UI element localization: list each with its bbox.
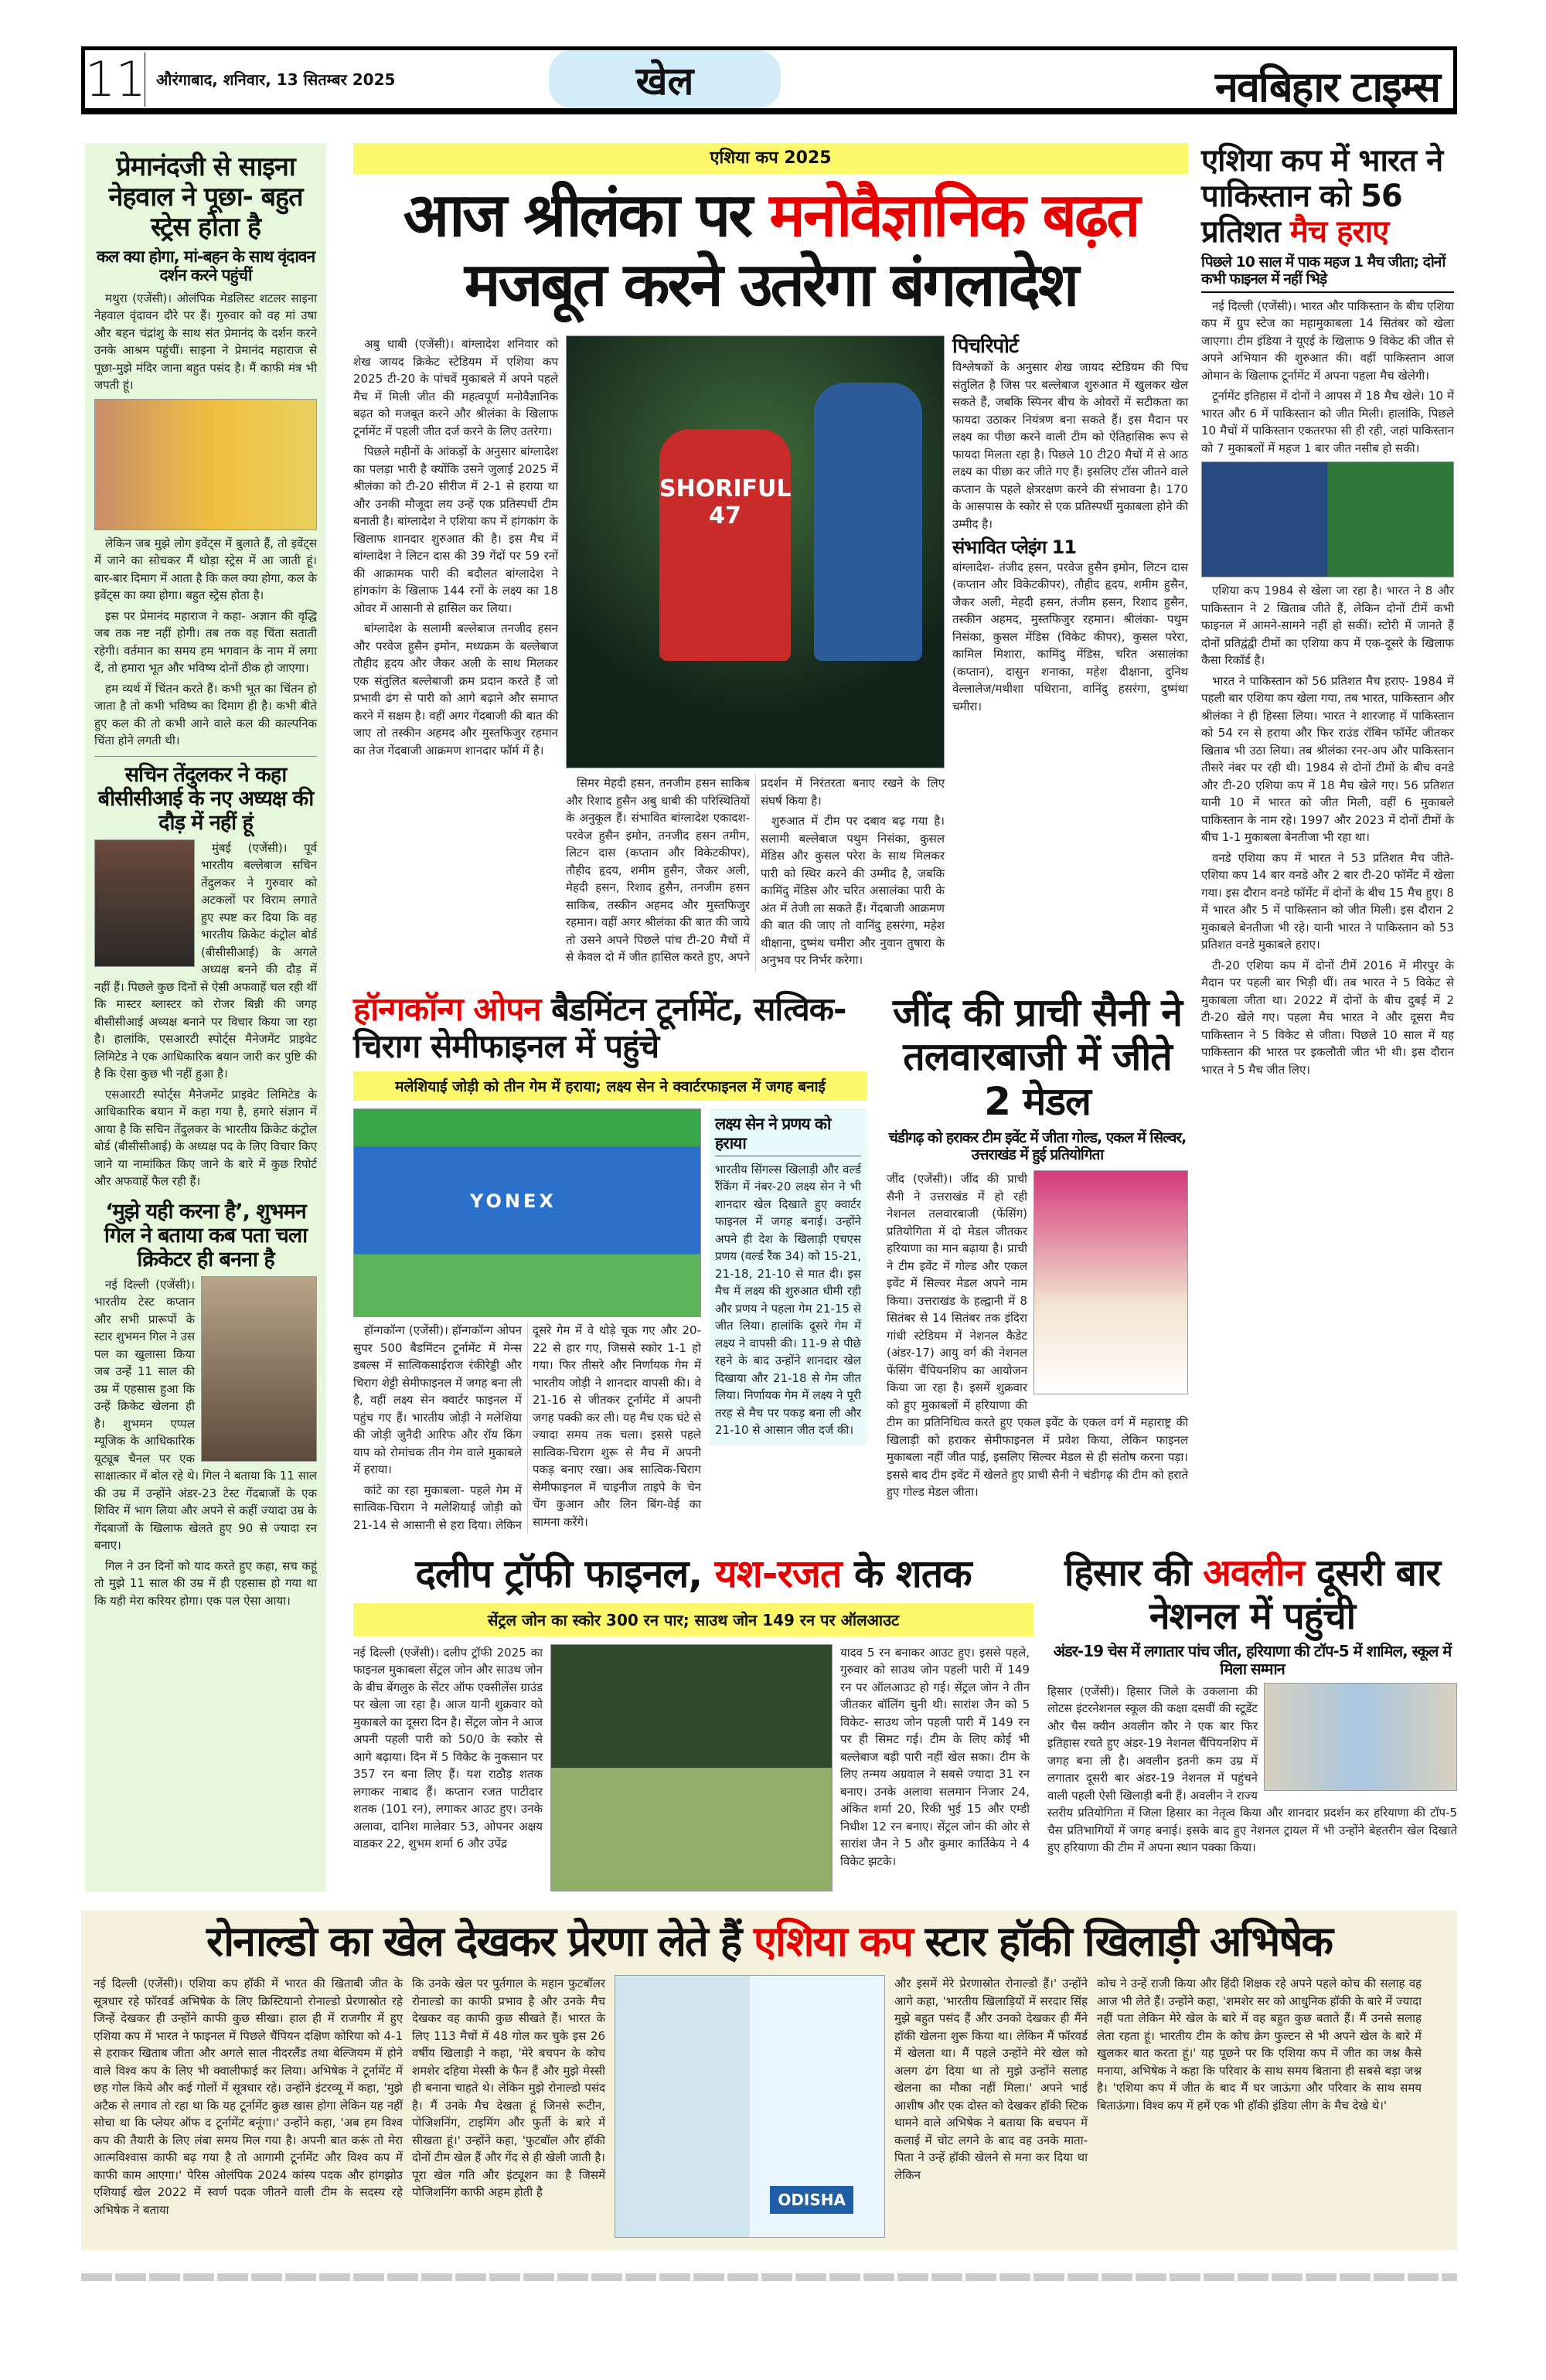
paragraph: शुरुआत में टीम पर दबाव बढ़ गया है। सलामी बल्लेबाज पथुम निसंका, कुसल मेंडिस और कुसल परेरा के साथ मिलकर पारी को स्थिर करने की उम्मीद है, जबकि कामिंदु मेंडिस और चरित असालंका पारी के अंत में तेजी ला सकते हैं। गेंदबाजी आक्रमण की बात की जाए तो वानिंदु हसरंगा, महेश थीक्षाना, दुष्मंथ चमीरा और नुवान तुषारा के अनुभव पर निर्भर करेगा। [761,814,945,968]
paragraph: कांटे का रहा मुकाबला- पहले गेम में सात्विक-चिराग ने मलेशियाई जोड़ी को 21-14 से आसानी से हरा दिया। लेकिन दूसरे गेम में वे थोड़े चूक गए और 20-22 से हार गए, जिससे स्कोर 1-1 हो गया। फिर तीसरे और निर्णायक गेम में भारतीय जोड़ी ने शानदार वापसी की। वे 21-16 से जीतकर टूर्नामेंट में अपनी जगह पक्की कर ली। यह मैच एक घंटे से ज्यादा समय तक चला। इससे पहले सात्विक-चिराग शुरू से मैच में अपनी पकड़ बनाए रखा। अब सात्विक-चिराग सेमीफाइनल में चाइनीज ताइपे के चेन चेंग कुआन और लिन बिंग-वेई का सामना करेंगे। [353,1323,701,1532]
pitch-report-title: पिचरिपोर्ट [952,335,1018,359]
paragraph: इस पर प्रेमानंद महाराज ने कहा- अज्ञान की वृद्धि जब तक नष्ट नहीं होगी। तब तक वह चिंता सताती रहेगी। वर्तमान का समय हम भगवान के नाम में लगा दें, तो हमारा भूत और भविष्य दोनों ठीक हो जाएगा। [94,608,317,676]
asia-headline [353,182,1188,320]
paragraph: अबु धाबी (एजेंसी)। बांग्लादेश शनिवार को शेख जायद क्रिकेट स्टेडियम में एशिया कप 2025 टी-20 के पांचवें मुकाबले में अपने पहले मैच में मिली जीत की महत्वपूर्ण मनोवैज्ञानिक बढ़त को मजबूत करने और श्रीलंका के खिलाफ टूर्नामेंट में पहली जीत दर्ज करने के लिए उतरेगा। [353,337,558,438]
sachin-photo [94,839,195,967]
badminton-story [353,991,867,1534]
duleep-body-left: नई दिल्ली (एजेंसी)। दलीप ट्रॉफी 2025 का फाइनल मुकाबला सेंट्रल जोन और साउथ जोन के बीच बेंगलुरु के सेंटर ऑफ एक्सीलेंस ग्राउंड पर खेला जा रहा है। आज यानी शुक्रवार को मुकाबले का दूसरा दिन है। सेंट्रल जोन ने आज अपनी पहली पारी को 50/0 के स्कोर से आगे बढ़ाया। दिन में 5 विकेट के नुकसान पर 357 रन बना लिए हैं। यश राठौड़ शतक लगाकर नाबाद हैं। कप्तान रजत पाटीदार शतक (101 रन), लगाकर आउट हुए। उनके अलावा, दानिश मालेवार 53, ओपनर अक्षय वाडकर 22, शुभम शर्मा 6 और उपेंद्र [353,1645,543,1851]
jersey-text: ODISHA [770,2186,853,2214]
paragraph: नई दिल्ली (एजेंसी)। भारतीय टेस्ट कप्तान और सभी प्रारूपों के स्टार शुभमन गिल ने उस पल का खुलासा किया जब उन्हें 11 साल की उम्र में एहसास हुआ कि उन्हें क्रिकेट खेलना ही है। शुभमन एप्पल म्यूजिक के आधिकारिक यूट्यूब चैनल पर एक साक्षात्कार में बोल रहे थे। गिल ने बताया कि 11 साल की उम्र में उन्होंने अंडर-23 टेस्ट गेंदबाजों के एक शिविर में भाग लिया और अपने से कहीं ज्यादा उम्र के गेंदबाजों के खिलाफ खेलते हुए 90 से ज्यादा रन बनाए। [94,1277,317,1553]
paragraph: वनडे एशिया कप में भारत ने 53 प्रतिशत मैच जीते- एशिया कप 14 बार वनडे और 2 बार टी-20 फॉर्मेट में खेला गया। इस दौरान वनडे फॉर्मेट में दोनों के बीच 15 मैच हुए। 8 में भारत और 5 में पाकिस्तान को जीत मिली। इस दौरान 2 मुकाबले बेनतीजा भी रहे। यानी भारत ने पाकिस्तान को 53 प्रतिशत वनडे मुकाबले हराए। [1201,850,1454,952]
hockey-headline [94,1918,1445,1966]
paragraph: हॉन्गकॉन्ग (एजेंसी)। हॉन्गकॉन्ग ओपन सुपर 500 बैडमिंटन टूर्नामेंट में मेन्स डबल्स में सात्विकसाईराज रंकीरेड्डी और चिराग शेट्टी सेमीफाइनल में जगह बना ली है, वहीं लक्ष्य सेन क्वार्टर फाइनल में पहुंच गए हैं। भारतीय जोड़ी ने मलेशिया की जोड़ी जुनैदी आरिफ और रॉय किंग याप को रोमांचक तीन गेम वाले मुकाबले में हराया। [353,1323,522,1477]
gill-headline: ‘मुझे यही करना है’, शुभमन गिल ने बताया कब पता चला क्रिकेटर ही बनना है [104,1199,308,1272]
players-photo [1201,461,1454,577]
asia-caption-columns [566,775,945,972]
pitch-report-body: विश्लेषकों के अनुसार शेख जायद स्टेडियम की पिच संतुलित है जिस पर बल्लेबाज शुरुआत में खुलकर खेल सकते हैं, जबकि स्पिनर बीच के ओवरों में सटीकता का फायदा उठाकर नियंत्रण बना सकते हैं। इस मैदान पर लक्ष्य का पीछा करने वाली टीम को ऐतिहासिक रूप से फायदा मिलता रहा है। पिछले 10 टी20 मैचों में से आठ लक्ष्य का पीछा कर जीते गए हैं। इसलिए टॉस जीतने वाले कप्तान के पहले क्षेत्ररक्षण करने की संभावना है। 170 के आसपास के स्कोर से एक प्रतिस्पर्धी मुकाबला होने की उम्मीद है। [952,360,1188,531]
headline-part: एशिया कप में भारत ने पाकिस्तान को 56 प्रतिशत [1201,143,1443,250]
headline-part: हिसार की [1064,1551,1204,1595]
satwik-chirag-photo [353,1108,701,1317]
hisar-story [1047,1552,1457,1856]
badminton-subhead: मलेशियाई जोड़ी को तीन गेम में हराया; लक्ष्य सेन ने क्वार्टरफाइनल में जगह बनाई [353,1071,867,1101]
paragraph: हम व्यर्थ में चिंतन करते हैं। कभी भूत का चिंतन हो जाता है तो कभी भविष्य का दिमाग ही है। कभी बीते हुए कल की तो कभी आने वाले कल की काल्पनिक चिंता होने लगती थी। [94,681,317,748]
headline-part: दलीप ट्रॉफी फाइनल, [415,1551,715,1597]
asia-kicker: एशिया कप 2025 [353,143,1188,174]
fencing-headline: जींद की प्राची सैनी ने तलवारबाजी में जीते 2 मेडल [893,989,1182,1124]
abhishek-photo [615,1975,885,2238]
paragraph: मथुरा (एजेंसी)। ओलंपिक मेडलिस्ट शटलर साइना नेहवाल वृंदावन दौरे पर हैं। गुरुवार को वह मां उषा और बहन चंद्रांशु के साथ संत प्रेमानंद के दर्शन करने उनके आश्रम पहुंचीं। साइना ने प्रेमानंद महाराज से पूछा-मुझे मंदिर जाना बहुत पसंद है। मैं काफी मंत्र भी जपती हूं। [94,291,317,393]
asia-cup-story [353,143,1188,972]
headline-red-part: यश-रजत [714,1551,842,1597]
headline-part: मजबूत करने उतरेगा बंगलादेश [464,250,1078,320]
hockey-body-col1: नई दिल्ली (एजेंसी)। एशिया कप हॉकी में भारत की खिताबी जीत के सूत्रधार रहे फॉरवर्ड अभिषेक के लिए क्रिस्टियानो रोनाल्डो प्रेरणास्रोत रहे जिन्हें देखकर ही उन्होंने काफी कुछ सीखा। हाल ही में राजगीर में हुए एशिया कप में भारत ने फाइनल में पिछले चैंपियन दक्षिण कोरिया को 4-1 से हराकर खिताब जीता और अगले साल नीदरलैंड तथा बेल्जियम में होने वाले विश्व कप के लिए भी क्वालीफाई कर लिया। अभिषेक ने टूर्नामेंट में छह गोल किये और कई गोलों में सूत्रधार रहे। उन्होंने इंटरव्यू में कहा, 'मुझे अटैक से लगाव तो रहा था कि यह टूर्नामेंट कुछ खास होगा लेकिन यह नहीं सोचा था कि प्लेयर ऑफ द टूर्नामेंट बनूंगा।' उन्होंने कहा, 'अब हम विश्व कप की तैयारी के लिए लंबा समय मिल गया है। अपनी बात करूं तो मेरा आत्मविश्वास काफी बढ़ गया है तो आगामी टूर्नामेंट और विश्व कप में काफी काम आएगा।' पेरिस ओलंपिक 2024 कांस्य पदक और हांगझोउ एशियाई खेल 2022 में स्वर्ण पदक जीतने वाली टीम के सदस्य रहे अभिषेक ने बताया [94,1977,403,2217]
lakshya-title: लक्ष्य सेन ने प्रणय को हराया [715,1115,861,1156]
lakshya-body: भारतीय सिंगल्स खिलाड़ी और वर्ल्ड रैंकिंग में नंबर-20 लक्ष्य सेन ने भी शानदार खेल दिखाते हुए क्वार्टर फाइनल में जगह बनाई। उन्होंने अपने ही देश के खिलाड़ी एचएस प्रणय (वर्ल्ड रैंक 34) को 15-21, 21-18, 21-10 से मात दी। इस मैच में लक्ष्य की शुरुआत धीमी रही और प्रणय ने पहला गेम 21-15 से जीत लिया। हालांकि दूसरे गेम में लक्ष्य ने वापसी की। 11-9 से पीछे रहने के बाद उन्होंने शानदार खेल दिखाया और 21-18 से गेम जीत लिया। निर्णायक गेम में लक्ष्य ने पूरी तरह से मैच पर पकड़ बना ली और 21-10 से आसान जीत दर्ज की। [715,1162,861,1438]
hisar-body [1047,1683,1457,1857]
hockey-body-col4: कोच ने उन्हें राजी किया और हिंदी शिक्षक रहे अपने पहले कोच की सलाह वह आज भी लेते हैं। उन्होंने कहा, 'शमशेर सर को आधुनिक हॉकी के बारे में ज्यादा नहीं पता लेकिन मेरे खेल के बारे में वह बहुत कुछ बताते हैं। मैं उनसे सलाह लेता रहता हूं। भारतीय टीम के कोच क्रेग फुल्टन से भी अपने खेल के बारे में खुलकर बात करता हूं।' यह पूछने पर कि एशिया कप में जीत का जश्न कैसे मनाया, अभिषेक ने कहा कि परिवार के साथ समय बिताना ही सबसे बड़ा जश्न है। 'एशिया कप में जीत के बाद मैं घर जाऊंगा और परिवार के साथ समय बिताऊंगा। विश्व कप में हमें एक भी हॉकी इंडिया लीग के मैच देखे थे।' [1097,1977,1422,2113]
headline-red-part: मनोवैज्ञानिक बढ़त [769,181,1139,250]
paragraph: जींद (एजेंसी)। जींद की प्राची सैनी ने उत्तराखंड में हो रही नेशनल तलवारबाजी (फेंसिंग) प्रतियोगिता में दो मेडल जीतकर हरियाणा का मान बढ़ाया है। प्राची ने टीम इवेंट में गोल्ड और एकल इवेंट में सिल्वर मेडल अपने नाम किया। उत्तराखंड के हल्द्वानी में 8 सितंबर से 14 सितंबर तक इंदिरा गांधी स्टेडियम में नेशनल कैडेट (अंडर-17) आयु वर्ग की नेशनल फेंसिंग चैंपियनशिप का आयोजन किया जा रहा है। इसमें शुक्रवार को हुए मुकाबलों में हरियाणा की टीम का प्रतिनिधित्व करते हुए एकल इवेंट के एकल वर्ग में महाराष्ट्र की खिलाड़ी को हराकर सेमीफाइनल में प्रवेश किया, लेकिन फाइनल मुकाबला नहीं जीत पाई, इसलिए सिल्वर मेडल से ही संतोष करना पड़ा। इससे बाद टीम इवेंट में खेलते हुए प्राची सैनी ने चंडीगढ़ की टीम को हराते हुए गोल्ड मेडल जीता। [887,1172,1188,1500]
headline-red-part: मैच हराए [1289,214,1389,250]
page-number: 11 [85,50,146,107]
paragraph: एशिया कप 1984 से खेला जा रहा है। भारत ने 8 और पाकिस्तान ने 2 खिताब जीते हैं, लेकिन दोनों टीमें कभी फाइनल में आमने-सामने नहीं हो सकीं। स्टोरी में जानते हैं दोनों प्रतिद्वंद्वी टीमों का एशिया कप में एक-दूसरे के खिलाफ कैसा रिकॉर्ड है। [1201,584,1454,668]
duleep-body-right: यादव 5 रन बनाकर आउट हुए। इससे पहले, गुरुवार को साउथ जोन पहली पारी में 149 रन पर ऑलआउट हो गई। सेंट्रल जोन ने तीन जीतकर बॉलिंग चुनी थी। सारांश जैन को 5 विकेट- साउथ जोन पहली पारी में 149 रन पर ही सिमट गई। टीम के लिए कोई भी बल्लेबाज बड़ी पारी नहीं खेल सका। टीम के लिए तन्मय अग्रवाल ने सबसे ज्यादा 31 रन बनाए। उनके अलावा सलमान निजार 24, अंकित शर्मा 20, रिकी भुई 15 और एम्डी निधीश 12 रन बनाए। सेंट्रल जोन की ओर से सारांश जैन ने 5 और कुमार कार्तिकेय ने 4 विकेट झटके। [840,1645,1030,1868]
hockey-body-col2: कि उनके खेल पर पुर्तगाल के महान फुटबॉलर रोनाल्डो का काफी प्रभाव है और उनके मैच देखकर वह काफी कुछ सीखते हैं। भारत के लिए 113 मैचों में 48 गोल कर चुके इस 26 वर्षीय खिलाड़ी ने कहा, 'मेरे बचपन के कोच शमशेर दहिया मेस्सी के फैन हैं और मुझे मेस्सी ही बनाना चाहते थे। लेकिन मुझे रोनाल्डो पसंद है। मैं उनके मैच देखता हूं जिनसे रूटीन, पोजिशनिंग, टाइमिंग और फुर्ती के बारे में सीखता हूं।' उन्होंने कहा, 'फुटबॉल और हॉकी दोनों टीम खेल हैं और गेंद से ही खेली जाती है। पूरा खेल गति और इंट्यूशन का है जिसमें पोजिशनिंग काफी अहम होती है [412,1977,605,2200]
duleep-story [353,1552,1034,1891]
headline-red-part: अवलीन [1203,1551,1305,1595]
playing-xi-body: बांग्लादेश- तंजीद हसन, परवेज हुसैन इमोन, लिटन दास (कप्तान और विकेटकीपर), तौहीद हृदय, शमीम हुसैन, जैकर अली, मेहदी हसन, तंजीम हसन, रिशाद हुसैन, तस्कीन अहमद, मुस्तफिजुर रहमान। श्रीलंका- पथुम निसंका, कुसल मेंडिस (विकेट कीपर), कुसल परेरा, कामिल मिशारा, कामिंदु मेंडिस, चरित असालंका (कप्तान), दासुन शनाका, महेश दीक्षाना, दुनिथ वेल्लालेज/मथीशा पथिराना, वानिंदु हसरंगा, दुष्मंथा चमीरा। [952,560,1188,713]
sachin-body [94,839,317,1193]
headline-part: के शतक [841,1551,972,1597]
headline-red-part: एशिया कप [754,1916,912,1966]
badminton-headline [353,991,867,1066]
avleen-felicitation-photo [1264,1683,1457,1791]
playing-xi-title: संभावित प्लेइंग 11 [952,536,1077,559]
paragraph: टी-20 एशिया कप में दोनों टीमें 2016 में मीरपुर के मैदान पर पहली बार भिड़ी थीं। तब भारत ने 5 विकेट से मुकाबला जीता था। 2022 में दोनों के बीच दुबई में 2 टी-20 खेले गए। पहला मैच भारत ने और दूसरा मैच पाकिस्तान ने 5 विकेट से जीता। पिछले 10 साल में यह पाकिस्तान की भारत पर इकलौती जीत भी थी। इस दौरान भारत ने 5 मैच जीत लिए। [1201,958,1454,1077]
india-pak-headline [1201,143,1454,250]
page-body [81,0,1457,2281]
saina-photo [94,399,317,530]
paragraph: एसआरटी स्पोर्ट्स मैनेजमेंट प्राइवेट लिमिटेड के आधिकारिक बयान में कहा गया है, हमारे संज्ञान में आया है कि सचिन तेंदुलकर के भारतीय क्रिकेट कंट्रोल बोर्ड (बीसीसीआई) के अध्यक्ष पद के लिए विचार किए जाने या नामांकित किए जाने के बारे में कुछ रिपोर्ट और अफवाहें फैल रही हैं। [94,1087,317,1189]
left-column [85,143,326,1891]
paragraph: लेकिन जब मुझे लोग इवेंट्स में बुलाते हैं, तो इवेंट्स में जाने का सोचकर मैं थोड़ा स्ट्रेस में आ जाती हूं। बार-बार दिमाग में आता है कि कल क्या होगा, कल के इवेंट्स का क्या होगा। बहुत स्ट्रेस होता है। [94,536,317,603]
hockey-story [81,1910,1457,2250]
paragraph: बांग्लादेश के सलामी बल्लेबाज तनजीद हसन और परवेज हुसैन इमोन, मध्यक्रम के बल्लेबाज तौहीद हृदय और जैकर अली के साथ मिलकर एक संतुलित बल्लेबाजी क्रम प्रदान करते हैं जो प्रभावी ढंग से पारी को आगे बढ़ाने और समाप्त करने में सक्षम है। वहीं अगर गेंदबाजी की बात की जाए तो तस्कीन अहमद और मुस्तफिजुर रहमान का तेज गेंदबाजी आक्रमण शानदार फॉर्म में है। [353,621,558,758]
headline-red-part: हॉन्गकॉन्ग ओपन [353,989,541,1028]
asia-body-col1 [353,335,558,762]
india-pak-body [1201,298,1454,1079]
fencing-story [887,991,1188,1501]
section-title: खेल [549,50,781,108]
paragraph: हिसार (एजेंसी)। हिसार जिले के उकलाना की लोटस इंटरनेशनल स्कूल की कक्षा दसवीं की स्टूडेंट और चैस क्वीन अवलीन कौर ने एक बार फिर इतिहास रचते हुए अंडर-19 नेशनल चैंपियनशिप में जगह बना ली है। अवलीन इतनी कम उम्र में लगातार दूसरी बार अंडर-19 नेशनल में पहुंचने वाली पहली ऐसी खिलाड़ी बनी हैं। अवलीन ने राज्य स्तरीय प्रतियोगिता में जिला हिसार का नेतृत्व किया और शानदार प्रदर्शन कर हरियाणा की टॉप-5 चैस प्रतिभागियों में जगह बनाई। इसके बाद हुए नेशनल ट्रायल में भी उन्होंने बेहतरीन खेल दिखाते हुए हरियाणा की टीम में अपना स्थान पक्का किया। [1047,1684,1457,1855]
sachin-headline: सचिन तेंदुलकर ने कहा बीसीसीआई के नए अध्यक्ष की दौड़ में नहीं हूं [97,762,314,835]
center-right-area [353,143,1457,1891]
prachi-saini-photo [1034,1170,1188,1394]
headline-part: रोनाल्डो का खेल देखकर प्रेरणा लेते हैं [206,1916,754,1966]
headline-part: बैडमिंटन टूर्नामेंट, सत्विक-चिराग सेमीफाइनल में पहुंचे [353,989,846,1066]
hockey-body-col3: और इसमें मेरे प्रेरणास्रोत रोनाल्डो हैं।' उन्होंने आगे कहा, 'भारतीय खिलाड़ियों में सरदार सिंह मुझे बहुत पसंद हैं और उनको देखकर ही मैंने हॉकी खेलना शुरू किया था। लेकिन मैं फॉरवर्ड में खेलता था। मैं पहले उन्होंने मेरे खेल को अलग ढंग दिया था तो मुझे उन्होंने सलाह खेलना का मौका नहीं मिला।' अपने भाई आशीष और एक दोस्त को देखकर हॉकी स्टिक थामने वाले अभिषेक ने बताया कि बचपन में कलाई में चोट लगने के बाद वह उनके माता-पिता ने उन्हें हॉकी खेलने से मना कर दिया था लेकिन [894,1977,1088,2182]
saina-subhead: कल क्या होगा, मां-बहन के साथ वृंदावन दर्शन करने पहुंचीं [96,247,315,285]
newspaper-name: नवबिहार टाइम्स [1214,63,1439,111]
headline-part: स्टार हॉकी खिलाड़ी अभिषेक [911,1916,1333,1966]
right-column [1198,143,1457,1081]
paragraph: टूर्नामेंट इतिहास में दोनों ने आपस में 18 मैच खेले। 10 में भारत और 6 में पाकिस्तान को जीत मिली। हालांकि, पिछले 10 मैचों में पाकिस्तान एकतरफा सी ही रही, जहां पाकिस्तान को 7 मुकाबलों में महज 1 बार जीत नसीब हो सकी। [1201,389,1454,455]
dateline: औरंगाबाद, शनिवार, 13 सितम्बर 2025 [156,70,396,89]
jersey: SHORIFUL 47 [659,429,791,661]
bangladesh-players-photo [566,335,945,768]
duleep-headline [353,1552,1034,1597]
saina-body [94,290,317,750]
paragraph: नई दिल्ली (एजेंसी)। भारत और पाकिस्तान के बीच एशिया कप में ग्रुप स्टेज का महामुकाबला 14 सितंबर को खेला जाएगा। टीम इंडिया ने यूएई के खिलाफ 9 विकेट की जीत से अपने अभियान की शुरुआत की। वहीं पाकिस्तान आज ओमान के खिलाफ टूर्नामेंट में अपना पहला मैच खेलेगी। [1201,298,1454,383]
footer-strip [81,2273,1457,2281]
paragraph: मुंबई (एजेंसी)। पूर्व भारतीय बल्लेबाज सचिन तेंदुलकर ने गुरुवार को अटकलों पर विराम लगाते हुए स्पष्ट कर दिया कि वह भारतीय क्रिकेट कंट्रोल बोर्ड (बीसीसीआई) के अगले अध्यक्ष बनने की दौड़ में नहीं हैं। पिछले कुछ दिनों से ऐसी अफवाहें चल रही थीं कि मास्टर ब्लास्टर को रोजर बिन्नी की जगह बीसीसीआई अध्यक्ष बनाने पर विचार किया जा रहा है। हालांकि, एसआरटी स्पोर्ट्स मैनेजमेंट प्राइवेट लिमिटेड ने एक आधिकारिक बयान जारी कर पुष्टि की है कि ऐसा कुछ भी नहीं हुआ है। [94,840,317,1081]
gill-body [94,1276,317,1613]
headline-part: आज श्रीलंका पर [403,181,770,250]
duleep-subhead: सेंट्रल जोन का स्कोर 300 रन पार; साउथ जोन 149 रन पर ऑलआउट [353,1603,1034,1636]
paragraph: सिमर मेहदी हसन, तनजीम हसन साकिब और रिशाद हुसैन अबु धाबी की परिस्थितियों के अनुकूल हैं। संभावित बांग्लादेश एकादश- परवेज हुसैन इमोन, तनजीद हसन तमीम, लिटन दास (कप्तान और विकेटकीपर), तौहीद हृदय, शमीम हुसैन, जैकर अली, मेहदी हसन, रिशाद हुसैन, तनजीम हसन साकिब, तस्कीन अहमद और मुस्तफिजुर रहमान। वहीं अगर श्रीलंका की बात की जाये तो उसने अपने पिछले पांच टी-20 मैचों में से केवल दो में जीत हासिल करते हुए, अपने प्रदर्शन में निरंतरता बनाए रखने के लिए संघर्ष किया है। [566,776,945,965]
paragraph: गिल ने उन दिनों को याद करते हुए कहा, सच कहूं तो मुझे 11 साल की उम्र में ही एहसास हो गया था कि यही मेरा करियर होगा। एक पल ऐसा आया। [94,1558,317,1608]
badminton-body [353,1322,701,1534]
batsman-photo [550,1644,833,1891]
hisar-subhead: अंडर-19 चेस में लगातार पांच जीत, हरियाणा की टॉप-5 में शामिल, स्कूल में मिला सम्मान [1053,1641,1452,1678]
fencing-subhead: चंडीगढ़ को हराकर टीम इवेंट में जीता गोल्ड, एकल में सिल्वर, उत्तराखंड में हुई प्रतियोगिता [888,1129,1187,1164]
hisar-headline [1047,1552,1457,1637]
gill-photo [201,1276,317,1462]
headline-part: दूसरी बार नेशनल में पहुंची [1149,1551,1441,1638]
india-pak-subhead: पिछले 10 साल में पाक महज 1 मैच जीता; दोनों कभी फाइनल में नहीं भिड़े [1201,254,1454,293]
fencing-body [887,1170,1188,1501]
player-figure [814,383,922,661]
saina-headline: प्रेमानंदजी से साइना नेहवाल ने पूछा- बहुत स्ट्रेस होता है [108,152,303,243]
paragraph: भारत ने पाकिस्तान को 56 प्रतिशत मैच हराए- 1984 में पहली बार एशिया कप खेला गया, तब भारत, पाकिस्तान और श्रीलंका ने ही हिस्सा लिया। भारत ने शारजाह में पाकिस्तान को 54 रन से हराया और फिर राउंड रॉबिन फॉर्मेट जीतकर खिताब भी उठा लिया। तब श्रीलंका रनर-अप और पाकिस्तान तीसरे नंबर पर रही थी। 1984 से दोनों टीमों के बीच वनडे और टी-20 एशिया कप में 18 मैच खेले गए। 56 प्रतिशत यानी 10 में भारत को जीत मिली, वहीं 6 मुकाबले पाकिस्तान के नाम रहे। 1997 और 2023 में दोनों टीमों के बीच 1-1 मुकाबला बेनतीजा भी रहा था। [1201,673,1454,845]
banner-text: YONEX [470,1190,557,1213]
paragraph: पिछले महीनों के आंकड़ों के अनुसार बांग्लादेश का पलड़ा भारी है क्योंकि उसने जुलाई 2025 में श्रीलंका को टी-20 सीरीज में 2-1 से हराया था और उनकी मौजूदा लय उन्हें एक प्रतिस्पर्धी टीम बनाती है। बांग्लादेश ने एशिया कप में हांगकांग के खिलाफ शानदार शुरुआत की है। इस मैच में बांग्लादेश ने लिटन दास की 39 गेंदों पर 59 रनों की आक्रामक पारी की बदौलत बांग्लादेश ने हांगकांग के खिलाफ 144 रनों के लक्ष्य का 18 ओवर में आसानी से हासिल कर लिया। [353,444,558,615]
